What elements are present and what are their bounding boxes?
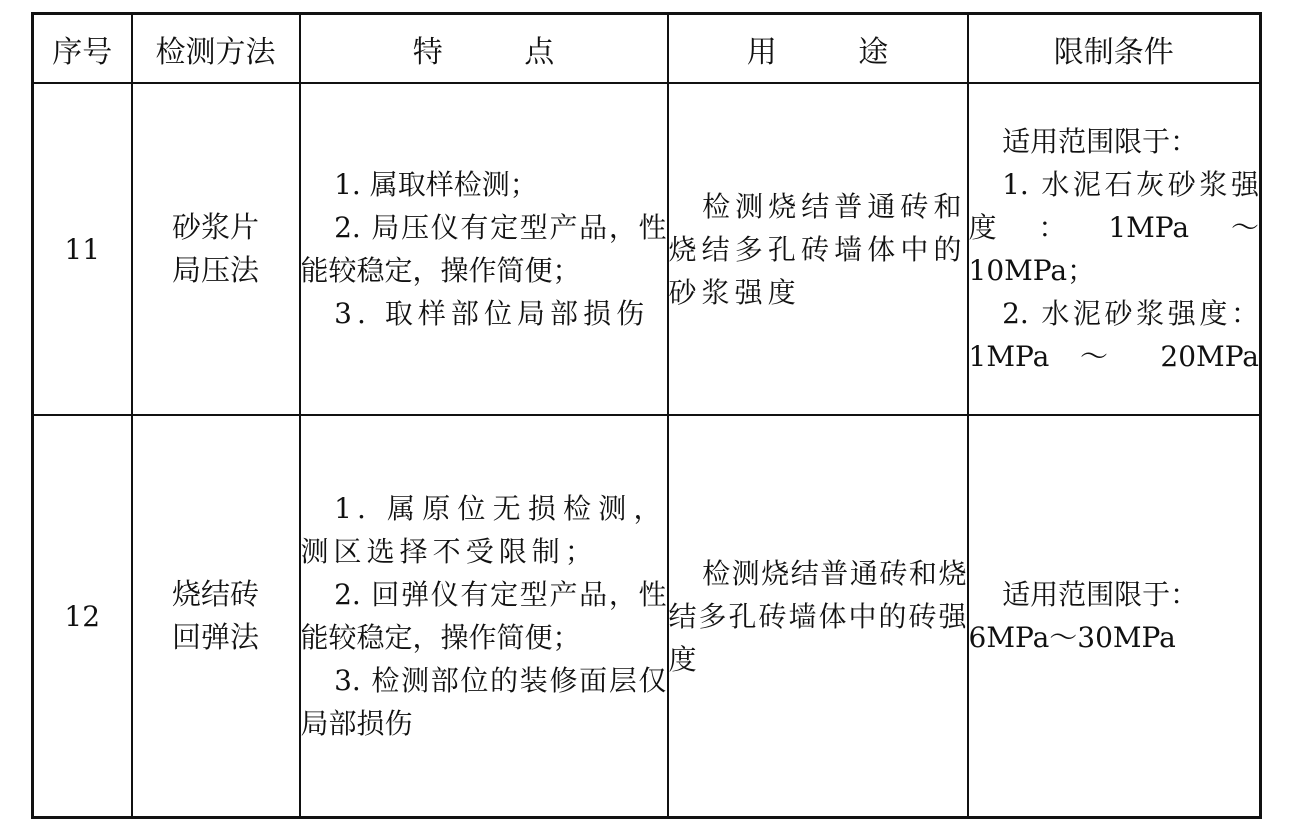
row-method bbox=[132, 415, 300, 818]
row-features bbox=[300, 415, 668, 818]
table-row bbox=[33, 415, 1261, 818]
feature-item: 1. 属取样检测； bbox=[334, 168, 538, 201]
header-method: 检测方法 bbox=[132, 14, 300, 84]
limit-item: 适用范围限于： bbox=[1002, 125, 1199, 158]
use-text: 检测烧结普通砖和烧结多孔砖墙体中的砖强度 bbox=[668, 556, 967, 676]
method-line: 烧结砖 bbox=[171, 577, 259, 611]
row-no: 11 bbox=[33, 83, 132, 415]
limit-item: 2. 水泥砂浆强度：1MPa ～ 20MPa bbox=[968, 297, 1259, 373]
method-line: 局压法 bbox=[171, 253, 259, 287]
feature-item: 1. 属原位无损检测，测区选择不受限制； bbox=[300, 492, 667, 568]
limit-item: 1. 水泥石灰砂浆强度：1MPa～10MPa； bbox=[968, 168, 1259, 287]
row-limit bbox=[968, 415, 1261, 818]
feature-item: 3. 取样部位局部损伤 bbox=[334, 297, 650, 330]
row-method bbox=[132, 83, 300, 415]
row-features bbox=[300, 83, 668, 415]
header-limit: 限制条件 bbox=[968, 14, 1261, 84]
row-use bbox=[668, 83, 968, 415]
table-row bbox=[33, 83, 1261, 415]
limit-item: 6MPa～30MPa bbox=[968, 621, 1176, 654]
method-line: 回弹法 bbox=[171, 620, 259, 654]
feature-item: 2. 回弹仪有定型产品，性能较稳定，操作简便； bbox=[300, 578, 667, 654]
feature-item: 3. 检测部位的装修面层仅局部损伤 bbox=[300, 664, 667, 740]
use-text: 检测烧结普通砖和烧结多孔砖墙体中的砂浆强度 bbox=[668, 189, 967, 309]
feature-item: 2. 局压仪有定型产品，性能较稳定，操作简便； bbox=[300, 211, 667, 287]
inspection-methods-table bbox=[31, 12, 1262, 819]
row-limit bbox=[968, 83, 1261, 415]
header-features: 特 点 bbox=[300, 14, 668, 84]
limit-item: 适用范围限于： bbox=[1002, 578, 1199, 611]
row-use bbox=[668, 415, 968, 818]
header-no: 序号 bbox=[33, 14, 132, 84]
row-no: 12 bbox=[33, 415, 132, 818]
header-use: 用 途 bbox=[668, 14, 968, 84]
method-line: 砂浆片 bbox=[171, 210, 259, 244]
table-header-row bbox=[33, 14, 1261, 84]
